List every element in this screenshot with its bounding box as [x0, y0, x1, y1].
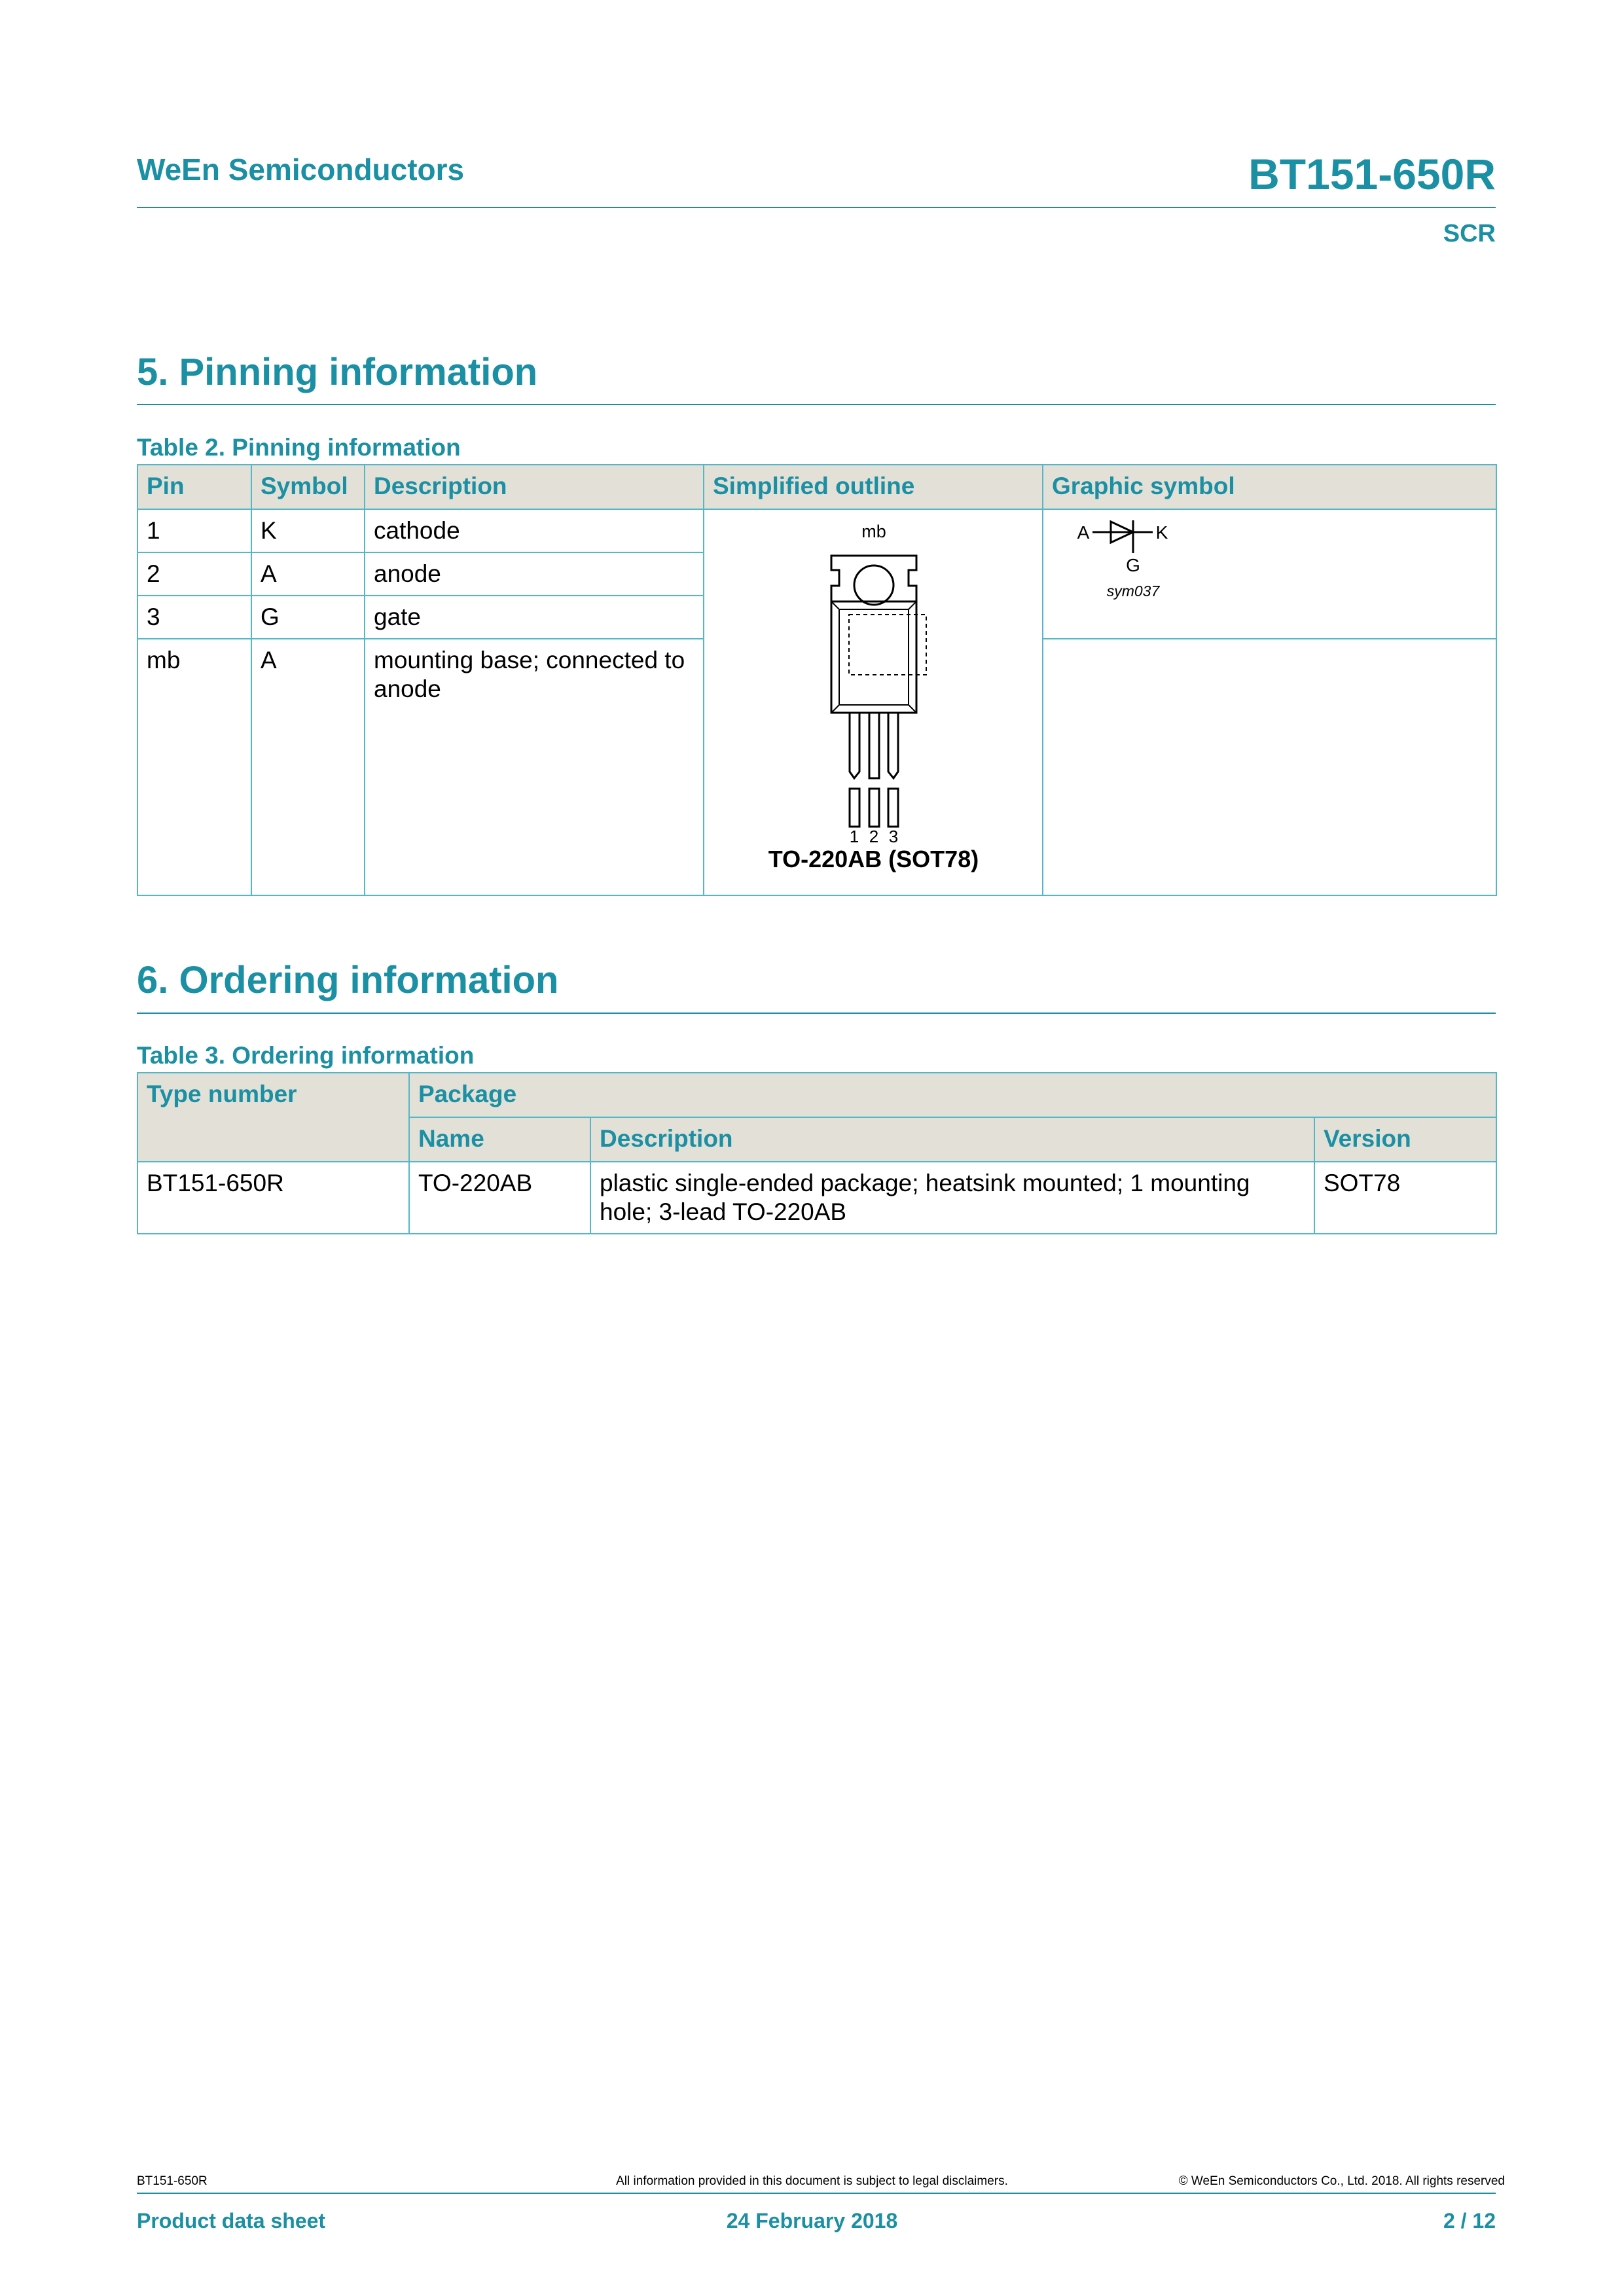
outline-mb-label: mb	[861, 522, 886, 541]
table-3-title: Table 3. Ordering information	[137, 1042, 475, 1069]
lead-3-lower	[888, 789, 898, 827]
col-name: Name	[409, 1117, 590, 1162]
pin-cell: 2	[137, 552, 251, 596]
section-6-divider	[137, 1013, 1496, 1014]
to220-package-outline	[776, 516, 972, 844]
lead-3-upper	[888, 713, 898, 778]
col-version: Version	[1314, 1117, 1496, 1162]
symbol-cell: A	[251, 639, 365, 895]
die-outline-shape	[849, 615, 926, 675]
simplified-outline-cell	[704, 509, 1043, 895]
footer-divider	[137, 2193, 1496, 2194]
package-description-cell: plastic single-ended package; heatsink mounted; 1 mounting hole; 3-lead TO-220AB	[590, 1162, 1314, 1234]
section-5-heading: 5. Pinning information	[137, 351, 538, 393]
type-number-cell: BT151-650R	[137, 1162, 409, 1234]
footer-doc-id: BT151-650R	[137, 2174, 208, 2188]
col-pin: Pin	[137, 465, 251, 509]
document-title: BT151-650R	[1248, 150, 1496, 198]
lead-2-lower	[869, 789, 879, 827]
symbol-cell: K	[251, 509, 365, 552]
graphic-symbol-cell	[1043, 509, 1496, 639]
table-row	[137, 509, 1496, 552]
pin-number-3: 3	[888, 827, 898, 844]
col-description: Description	[365, 465, 704, 509]
section-6-heading: 6. Ordering information	[137, 959, 559, 1001]
symbol-cell: G	[251, 596, 365, 639]
company-name: WeEn Semiconductors	[137, 152, 465, 187]
description-cell: anode	[365, 552, 704, 596]
footer-date: 24 February 2018	[726, 2209, 898, 2233]
description-cell: gate	[365, 596, 704, 639]
package-body-shape	[831, 601, 916, 713]
package-bevel-shape	[831, 601, 916, 713]
symbol-gate-label: G	[1126, 555, 1140, 575]
version-cell: SOT78	[1314, 1162, 1496, 1234]
graphic-symbol-empty-cell	[1043, 639, 1496, 895]
symbol-cell: A	[251, 552, 365, 596]
package-name-cell: TO-220AB	[409, 1162, 590, 1234]
mounting-tab-shape	[831, 556, 916, 601]
symbol-anode-label: A	[1077, 522, 1090, 543]
col-package: Package	[409, 1073, 1496, 1117]
pin-cell: 3	[137, 596, 251, 639]
pin-number-2: 2	[869, 827, 878, 844]
symbol-ref-label: sym037	[1106, 583, 1160, 600]
pin-number-1: 1	[849, 827, 859, 844]
pin-cell: 1	[137, 509, 251, 552]
section-5-divider	[137, 404, 1496, 405]
pinning-table	[137, 464, 1497, 896]
footer-disclaimer: All information provided in this document is subject to legal disclaimers.	[616, 2174, 1008, 2188]
ordering-table	[137, 1072, 1497, 1234]
description-cell: mounting base; connected to anode	[365, 639, 704, 895]
col-package-description: Description	[590, 1117, 1314, 1162]
footer-page-number: 2 / 12	[1443, 2209, 1496, 2233]
pin-cell: mb	[137, 639, 251, 895]
symbol-cathode-label: K	[1155, 522, 1168, 543]
footer-doc-type: Product data sheet	[137, 2209, 326, 2233]
table-row	[137, 1162, 1496, 1234]
lead-1-lower	[850, 789, 859, 827]
pinning-header-row	[137, 465, 1496, 509]
footer-copyright: © WeEn Semiconductors Co., Ltd. 2018. All rights reserved	[1178, 2174, 1505, 2188]
col-simplified-outline: Simplified outline	[704, 465, 1043, 509]
outline-caption: TO-220AB (SOT78)	[768, 846, 979, 872]
col-graphic-symbol: Graphic symbol	[1043, 465, 1496, 509]
table-2-title: Table 2. Pinning information	[137, 434, 461, 461]
document-subtitle: SCR	[1443, 220, 1496, 247]
ordering-header-row	[137, 1073, 1496, 1117]
lead-2-upper	[869, 713, 879, 778]
mounting-hole-shape	[854, 565, 893, 605]
lead-1-upper	[850, 713, 859, 778]
description-cell: cathode	[365, 509, 704, 552]
col-symbol: Symbol	[251, 465, 365, 509]
header-divider	[137, 207, 1496, 208]
scr-thyristor-symbol-icon	[1052, 516, 1196, 601]
col-type-number: Type number	[137, 1073, 409, 1162]
